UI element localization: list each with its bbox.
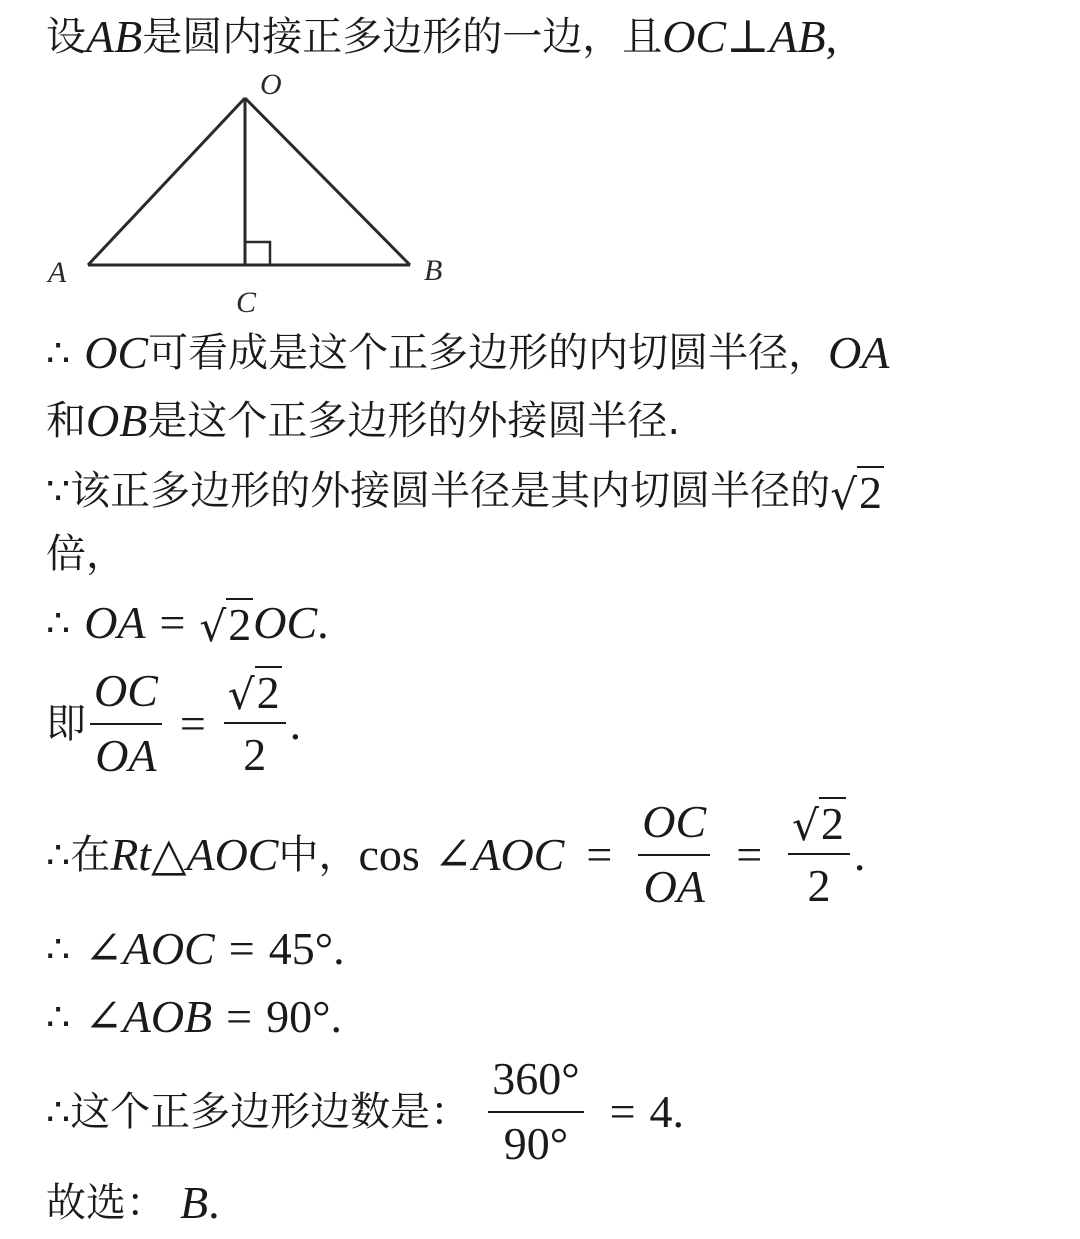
angle-symbol: ∠: [84, 991, 123, 1042]
math-oc: OC: [253, 597, 318, 648]
punct: ,: [825, 11, 838, 62]
text: 可看成是这个正多边形的内切圆半径，: [148, 330, 829, 376]
equals: =: [736, 828, 763, 880]
side-oa: [88, 98, 245, 265]
equals: =: [159, 597, 186, 648]
fraction-sqrt2-2: √ 2 2: [224, 666, 286, 781]
line-1: [46, 11, 838, 62]
punct: .: [333, 923, 345, 974]
label-c: C: [236, 286, 257, 318]
punct: .: [330, 991, 343, 1042]
equals: =: [226, 991, 253, 1042]
line-4: [46, 466, 884, 519]
triangle-symbol: △: [151, 828, 187, 880]
punct: .: [853, 828, 866, 880]
text: 该正多边形的外接圆半径是其内切圆半径的: [70, 468, 831, 514]
fraction-360-90: $\frac{360^\circ}{90^\circ}$: [488, 1054, 583, 1169]
math-ab: AB: [86, 11, 143, 62]
line-3: [46, 395, 681, 446]
line-6: [46, 597, 329, 651]
math-aoc: AOC: [186, 828, 279, 880]
text: 倍，: [46, 531, 126, 577]
sqrt-2: √ 2: [199, 599, 252, 651]
text: 中，: [278, 831, 359, 878]
because-symbol: ∵: [46, 469, 71, 513]
side-ob: [245, 98, 410, 265]
value-45: 45°: [268, 923, 334, 974]
math-aoc: AOC: [122, 923, 215, 974]
math-aoc: AOC: [472, 828, 565, 880]
therefore-symbol: ∴: [46, 927, 71, 971]
text: 这个正多边形边数是：: [70, 1088, 471, 1135]
text: 在: [70, 831, 111, 878]
perp-symbol: ⊥: [726, 11, 770, 62]
equals: =: [228, 923, 255, 974]
math-ab: AB: [769, 11, 826, 62]
punct: .: [208, 1177, 220, 1228]
math-oc: OC: [662, 11, 727, 62]
right-angle-mark: [245, 242, 270, 265]
triangle-figure: [40, 68, 480, 318]
sqrt-2: √ 2: [830, 467, 882, 519]
line-12: [46, 1177, 220, 1228]
equals: =: [586, 828, 613, 880]
text: 故选：: [46, 1180, 166, 1226]
value-4: 4: [649, 1085, 673, 1137]
angle-symbol: ∠: [84, 923, 123, 974]
therefore-symbol: ∴: [46, 1089, 71, 1134]
text: 设: [46, 14, 86, 60]
math-oc: OC: [84, 327, 149, 378]
line-5: [46, 531, 126, 577]
angle-symbol: ∠: [433, 828, 473, 880]
line-2: [46, 327, 890, 378]
math-aob: AOB: [122, 991, 213, 1042]
label-a: A: [48, 256, 67, 289]
label-b: B: [424, 254, 443, 287]
punct: .: [317, 597, 329, 648]
therefore-symbol: ∴: [46, 832, 71, 877]
text: 是圆内接正多边形的一边，且: [142, 14, 663, 60]
line-8: [46, 797, 865, 912]
therefore-symbol: ∴: [46, 601, 71, 645]
math-oa: OA: [828, 327, 890, 378]
text: 是这个正多边形的外接圆半径.: [147, 398, 681, 444]
fraction-oc-oa: $\frac{OC}{OA}$: [90, 666, 162, 781]
line-7: [46, 666, 301, 781]
line-10: [46, 991, 343, 1042]
label-o: O: [260, 68, 282, 101]
equals: =: [179, 697, 206, 749]
line-9: [46, 923, 345, 974]
cos: cos: [358, 828, 420, 880]
punct: .: [289, 697, 302, 749]
fraction-sqrt2-2: √ 2 2: [788, 797, 850, 912]
fraction-oc-oa: $\frac{OC}{OA}$: [638, 797, 710, 912]
punct: .: [672, 1085, 685, 1137]
therefore-symbol: ∴: [46, 995, 71, 1039]
therefore-symbol: ∴: [46, 331, 71, 375]
line-11: [46, 1054, 684, 1169]
math-oa: OA: [84, 597, 146, 648]
answer-b: B: [180, 1177, 209, 1228]
text: 和: [46, 398, 86, 444]
value-90: 90°: [266, 991, 331, 1042]
math-rt: Rt: [110, 828, 152, 880]
equals: =: [609, 1085, 636, 1137]
math-ob: OB: [86, 395, 148, 446]
text: 即: [46, 700, 86, 747]
